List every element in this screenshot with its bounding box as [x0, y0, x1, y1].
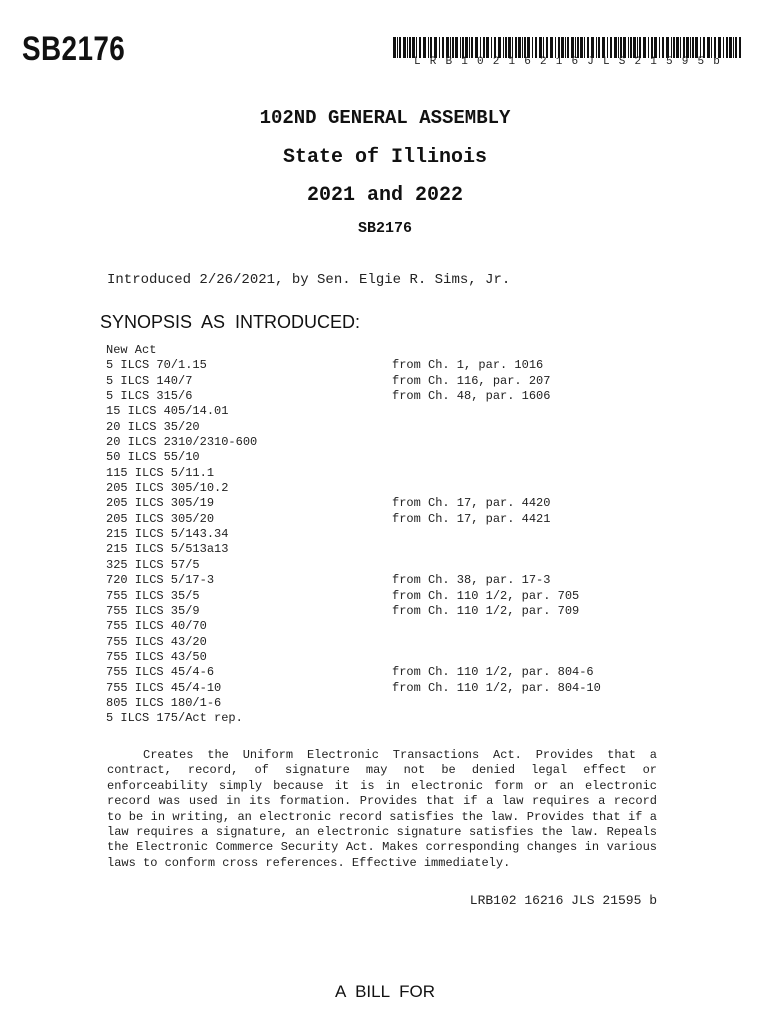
- citation-ilcs: 755 ILCS 45/4-6: [106, 665, 215, 680]
- citation-row: [106, 358, 601, 373]
- barcode-caption: [414, 56, 720, 68]
- citation-ilcs: 215 ILCS 5/513a13: [106, 542, 229, 557]
- citation-ilcs: 5 ILCS 70/1.15: [106, 358, 207, 373]
- bill-number-heading: SB2176: [357, 220, 412, 237]
- synopsis-heading: SYNOPSIS AS INTRODUCED:: [100, 312, 361, 332]
- citation-row: [106, 635, 601, 650]
- citation-source: from Ch. 17, par. 4421: [392, 511, 551, 526]
- assembly-heading: 102ND GENERAL ASSEMBLY: [259, 107, 511, 129]
- citation-ilcs: 755 ILCS 40/70: [106, 619, 207, 634]
- bill-number-header: SB2176: [22, 30, 126, 68]
- barcode-caption-char: b: [713, 56, 720, 68]
- barcode-caption-char: 2: [634, 56, 642, 68]
- citation-source: from Ch. 38, par. 17-3: [392, 573, 551, 588]
- barcode-caption-char: L: [603, 56, 610, 68]
- barcode-caption-char: L: [414, 56, 421, 68]
- citation-row: [106, 481, 601, 496]
- lrb-code: LRB102 16216 JLS 21595 b: [469, 893, 657, 908]
- citation-ilcs: 205 ILCS 305/20: [106, 511, 215, 526]
- citation-row: [106, 696, 601, 711]
- citation-row: [106, 589, 601, 604]
- citation-row: [106, 604, 601, 619]
- barcode-caption-char: 5: [697, 56, 705, 68]
- citation-row: [106, 681, 601, 696]
- citation-row: [106, 558, 601, 573]
- citation-row: [106, 650, 601, 665]
- citation-ilcs: 755 ILCS 35/9: [106, 603, 200, 618]
- citation-row: [106, 466, 601, 481]
- citation-row: [106, 389, 601, 404]
- citation-source: from Ch. 110 1/2, par. 804-10: [392, 680, 601, 695]
- citation-ilcs: 755 ILCS 45/4-10: [106, 680, 222, 695]
- citation-row: [106, 512, 601, 527]
- barcode-caption-char: 9: [681, 56, 689, 68]
- bill-for-heading: A BILL FOR: [334, 982, 436, 1001]
- session-years-heading: 2021 and 2022: [306, 184, 464, 207]
- citation-ilcs: 5 ILCS 140/7: [106, 373, 193, 388]
- citation-ilcs: 215 ILCS 5/143.34: [106, 527, 229, 542]
- citation-source: from Ch. 116, par. 207: [392, 373, 551, 388]
- citation-ilcs: 5 ILCS 175/Act rep.: [106, 711, 243, 726]
- citation-source: from Ch. 110 1/2, par. 705: [392, 588, 580, 603]
- citation-row: [106, 374, 601, 389]
- citation-ilcs: 805 ILCS 180/1-6: [106, 695, 222, 710]
- barcode-caption-char: B: [445, 56, 453, 68]
- introduced-line: Introduced 2/26/2021, by Sen. Elgie R. Sims, Jr.: [107, 272, 511, 288]
- barcode-caption-char: 5: [666, 56, 673, 68]
- barcode-caption-char: 1: [508, 56, 516, 68]
- citation-row: [106, 665, 601, 680]
- barcode-caption-char: 6: [571, 56, 579, 68]
- citation-ilcs: 755 ILCS 43/20: [106, 634, 207, 649]
- citation-ilcs: 325 ILCS 57/5: [106, 557, 200, 572]
- barcode-caption-char: 6: [524, 56, 531, 68]
- citation-row: [106, 404, 601, 419]
- barcode-image: [393, 37, 741, 58]
- citation-ilcs: 115 ILCS 5/11.1: [106, 465, 215, 480]
- citation-ilcs: 755 ILCS 43/50: [106, 649, 207, 664]
- citation-ilcs: 205 ILCS 305/10.2: [106, 481, 229, 496]
- barcode-caption-char: 0: [477, 56, 484, 68]
- citation-row: [106, 343, 601, 358]
- citation-ilcs: 720 ILCS 5/17-3: [106, 573, 215, 588]
- citation-row: [106, 435, 601, 450]
- citation-row: [106, 542, 601, 557]
- barcode-caption-char: 2: [540, 56, 547, 68]
- barcode-caption-char: 2: [492, 56, 500, 68]
- citation-ilcs: 20 ILCS 35/20: [106, 419, 200, 434]
- citation-ilcs: 50 ILCS 55/10: [106, 450, 200, 465]
- synopsis-summary: Creates the Uniform Electronic Transactions Act. Provides that a contract, record, of signature may not be denied legal effect or enforceability simply because it is in electronic form or an electronic record was used in its formation. Provides that if a law requires a record to be in writing, an electronic record satisfies the law. Provides that if a law requires a signature, an electronic signature satisfies the law. Repeals the Electronic Commerce Security Act. Makes corresponding changes in various laws to conform cross references. Effective immediately.: [107, 748, 657, 870]
- barcode-caption-char: R: [429, 56, 437, 68]
- citation-source: from Ch. 110 1/2, par. 709: [392, 603, 580, 618]
- citation-source: from Ch. 110 1/2, par. 804-6: [392, 665, 594, 680]
- barcode-caption-char: 1: [650, 56, 657, 68]
- citation-row: [106, 496, 601, 511]
- citation-ilcs: 755 ILCS 35/5: [106, 588, 200, 603]
- citation-row: [106, 619, 601, 634]
- citation-row: [106, 450, 601, 465]
- citation-ilcs: 20 ILCS 2310/2310-600: [106, 435, 258, 450]
- barcode-caption-char: 1: [461, 56, 468, 68]
- citation-ilcs: 205 ILCS 305/19: [106, 496, 215, 511]
- state-heading: State of Illinois: [282, 146, 488, 169]
- citation-row: [106, 711, 601, 726]
- barcode-caption-char: 1: [555, 56, 563, 68]
- citation-source: from Ch. 17, par. 4420: [392, 496, 551, 511]
- barcode-caption-char: S: [618, 56, 626, 68]
- citation-ilcs: 5 ILCS 315/6: [106, 389, 193, 404]
- citation-ilcs: New Act: [106, 343, 157, 357]
- citation-ilcs: 15 ILCS 405/14.01: [106, 404, 229, 419]
- citation-row: [106, 420, 601, 435]
- citation-source: from Ch. 48, par. 1606: [392, 389, 551, 404]
- citation-source: from Ch. 1, par. 1016: [392, 358, 544, 373]
- barcode-caption-char: J: [587, 56, 594, 68]
- citation-list: [106, 343, 601, 727]
- citation-row: [106, 527, 601, 542]
- citation-row: [106, 573, 601, 588]
